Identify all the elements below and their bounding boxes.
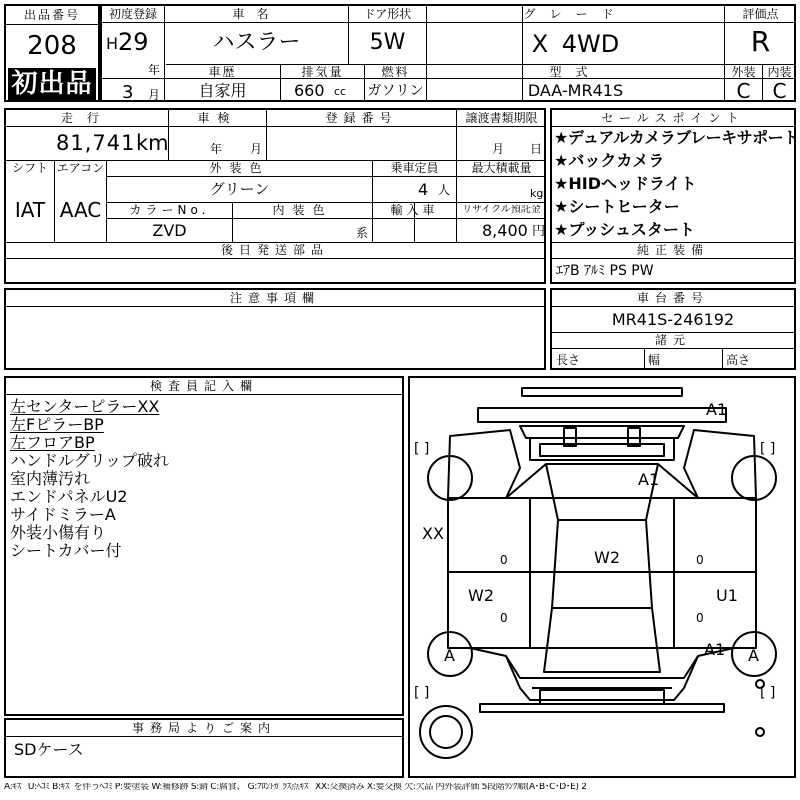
era: H [106,36,119,52]
zero-mark: 0 [696,554,704,566]
displacement-label: 排気量 [301,66,344,78]
mark-right-rear-fender: A1 [704,642,726,658]
sales-point-item: ★HIDヘッドライト [554,176,697,192]
inspection-year-unit: 年 [210,143,223,155]
mileage: 81,741 [56,133,136,154]
fuel: ガソリン [367,84,424,98]
first-reg-month: 3 [122,84,134,102]
mark-hood: A1 [638,472,660,488]
registration-label: 登録番号 [325,112,398,124]
chassis-box [550,288,796,370]
inspector-label: 検査員記入欄 [149,380,258,392]
color-no-label: カラーNo. [129,204,210,216]
bracket-left: [ ] [414,442,430,456]
mark-left-front-door: XX [422,526,444,542]
transfer-day-unit: 日 [530,143,543,155]
width-label: 幅 [648,354,661,366]
notes-label: 注意事項欄 [229,292,320,304]
chassis-label: 車台番号 [636,292,709,304]
inspector-notes [10,398,169,560]
legend: A:ｷｽﾞ U:ﾍｺﾐ B:ｷｽﾞを伴うﾍｺﾐ P:要塗装 W:補修跡 S:錆 C:腐食、 G:ﾌﾛﾝﾄｶﾞﾗｽ点ｷｽﾞ XX:交換済み X:要交換 欠:欠品 内外装評価 5段階ﾗﾝｸ順(A･B･C･D･E) 2 [4,783,587,792]
inspector-line: ハンドルグリップ破れ [10,451,170,470]
import-label: 輸入車 [390,204,439,216]
lot-number: 208 [27,33,77,59]
aircon: AAC [59,200,102,220]
bracket-right: [ ] [760,442,776,456]
model-label: 型式 [549,66,602,78]
inspector-line: サイドミラーA [10,505,116,524]
first-reg-label: 初度登録 [108,8,157,20]
vehicle-info-grid [4,108,546,284]
model: DAA-MR41S [527,83,624,99]
sales-points-box [550,108,799,284]
door-label: ドア形状 [363,8,412,20]
zero-mark: 0 [696,612,704,624]
car-body-diagram [410,378,794,776]
load-label: 最大積載量 [471,162,532,174]
inspector-line: 室内薄汚れ [10,469,91,488]
sales-point-item: ★デュアルカメラブレーキサポート [554,130,799,146]
zero-mark: 0 [500,612,508,624]
capacity: 4 [418,182,429,198]
interior-score: C [772,81,787,101]
mark-right-rear-wheel: A [748,648,759,664]
inspector-line: 左FピラーBP [10,415,104,434]
interior-color-label: 内装色 [272,204,333,216]
color-no: ZVD [152,223,187,239]
year-unit: 年 [148,64,161,76]
inspection-label: 車検 [197,112,238,124]
recycle-unit: 円 [532,225,546,238]
capacity-unit: 人 [438,184,451,196]
aircon-label: エアコン [56,162,105,174]
spec-label: 諸元 [654,334,691,346]
exterior-score: C [736,81,751,101]
inspector-line: 左センターピラーXX [10,397,160,416]
zero-mark: 0 [500,554,508,566]
fuel-label: 燃料 [381,66,410,78]
notes-box [4,288,546,370]
month-unit: 月 [148,89,161,101]
score: R [750,28,771,56]
lot-number-box [4,4,100,102]
shift: IAT [14,200,46,220]
sales-points-label: セールスポイント [601,112,745,124]
color-label: 外装色 [209,162,270,174]
inspection-month-unit: 月 [250,143,263,155]
recycle-deposit: 8,400 [482,223,528,239]
interior-color-unit: 系 [356,227,369,239]
length-label: 長さ [556,354,581,366]
mileage-unit: km [136,133,169,154]
door-type: 5W [369,32,406,54]
transfer-label: 譲渡書類期限 [465,112,538,124]
later-parts-label: 後日発送部品 [220,244,329,256]
displacement-unit: cc [334,86,347,97]
shift-label: シフト [11,162,48,174]
lot-number-label: 出品番号 [23,9,80,21]
office-text: SDケース [14,742,84,758]
capacity-label: 乗車定員 [390,162,439,174]
score-label: 評価点 [742,8,779,20]
header-grid [100,4,796,102]
interior-label: 内装 [767,66,792,78]
car-name-label: 車名 [232,8,281,20]
sales-point-item: ★プッシュスタート [554,222,695,238]
load-unit: kg [530,188,544,199]
first-listing-badge: 初出品 [8,68,96,100]
grade: X 4WD [531,32,620,56]
displacement: 660 [294,83,325,99]
inspector-box [4,376,404,716]
car-diagram-box [408,376,796,778]
office-label: 事務局よりご案内 [131,722,276,734]
sales-point-item: ★シートヒーター [554,199,680,215]
inspector-line: 外装小傷有り [10,523,107,542]
mark-left-rear-door: W2 [468,588,494,604]
bracket-left-rear: [ ] [414,686,430,700]
exterior-label: 外装 [731,66,756,78]
grade-label: グレード [523,8,628,20]
recycle-label: リサイクル預託金 [462,205,541,215]
mark-roof: W2 [594,550,620,566]
sales-point-item: ★バックカメラ [554,153,665,169]
history: 自家用 [198,83,247,99]
office-box [4,718,404,778]
chassis-number: MR41S-246192 [611,312,735,328]
car-name: ハスラー [212,32,301,54]
mileage-label: 走行 [60,112,113,124]
equipment-label: 純正装備 [636,244,709,256]
first-reg-year: 29 [118,30,149,54]
inspector-line: シートカバー付 [10,541,122,560]
equipment: ｴｱB ｱﾙﾐ PS PW [556,264,654,278]
mark-left-rear-wheel: A [444,648,455,664]
color: グリーン [209,182,270,197]
mark-front-right: A1 [706,402,728,418]
inspector-line: エンドパネルU2 [10,487,128,506]
bracket-right-rear: [ ] [760,686,776,700]
mark-right-rear-door: U1 [716,588,738,604]
height-label: 高さ [726,354,751,366]
history-label: 車歴 [208,66,237,78]
inspector-line: 左フロアBP [10,433,95,452]
transfer-month-unit: 月 [492,143,505,155]
